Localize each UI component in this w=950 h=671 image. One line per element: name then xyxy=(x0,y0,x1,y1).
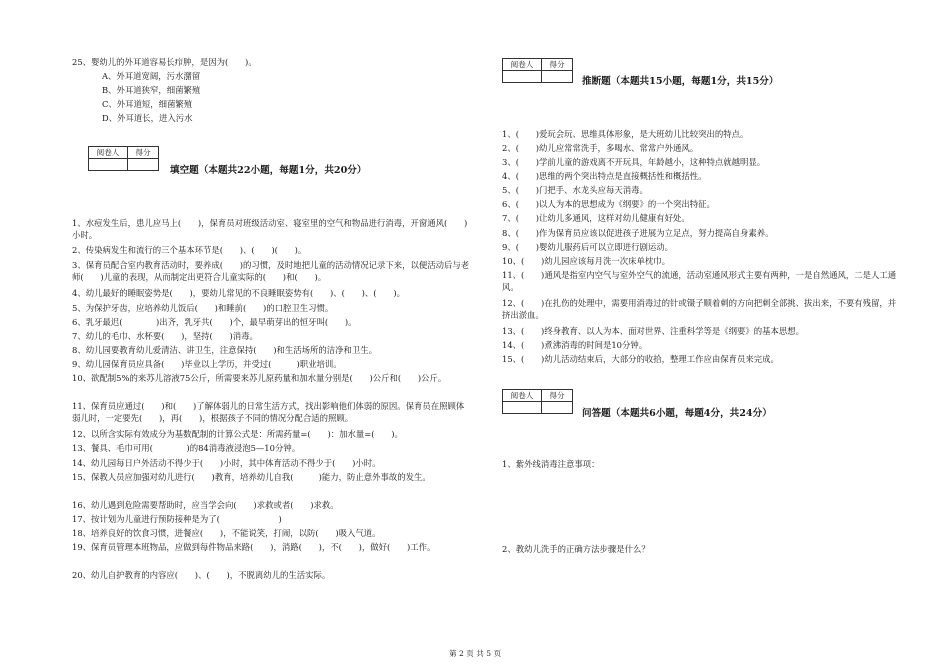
question-25-option-a: A、外耳道宽阔，污水潴留 xyxy=(102,71,201,81)
fill-item-17: 17、按计划为儿童进行预防接种是为了( ) xyxy=(72,514,282,524)
fill-item-15: 15、保教人员应加强对幼儿进行( )教育，培养幼儿自我( )能力，防止意外事故的发生。 xyxy=(72,472,431,482)
fill-item-12: 12、以所含实际有效成分为基数配制的计算公式是：所需药量=( )：加水量=( )。 xyxy=(72,429,403,439)
judge-score-box xyxy=(502,58,573,83)
judge-item-8: 8、( )作为保育员应该以促进孩子进展为立足点，努力提高自身素养。 xyxy=(502,228,774,238)
qa-item-2: 2、教幼儿洗手的正确方法步骤是什么？ xyxy=(502,544,650,554)
score-box-score-label: 得分 xyxy=(542,390,573,402)
judge-section-title: 推断题（本题共15小题，每题1分，共15分） xyxy=(582,76,779,87)
score-box-grader-label: 阅卷人 xyxy=(503,59,542,71)
judge-item-15: 15、( )幼儿活动结束后，大部分的收拾，整理工作应由保育员来完成。 xyxy=(502,354,779,364)
fill-item-19: 19、保育员管理本班物品，应做到每件物品来路( )，消路( )，不( )，做好( )工作。 xyxy=(72,542,436,552)
fill-item-8: 8、幼儿园要教育幼儿爱清洁、讲卫生，注意保持( )和生活场所的洁净和卫生。 xyxy=(72,345,377,355)
judge-item-9: 9、( )婴幼儿服药后可以立即进行剧运动。 xyxy=(502,242,673,252)
fill-item-9: 9、幼儿园保育员应具备( )毕业以上学历，并受过( )职业培训。 xyxy=(72,359,342,369)
judge-item-11: 11、( )通风是指室内空气与室外空气的流通，活动室通风形式主要有两种，一是自然通风，二是人工通风。 xyxy=(502,270,897,293)
judge-item-13: 13、( )终身教育、以人为本、面对世界、注重科学等是《纲要》的基本思想。 xyxy=(502,326,804,336)
question-25-option-b: B、外耳道狭窄，细菌繁殖 xyxy=(102,85,201,95)
fill-item-16: 16、幼儿遇到危险需要帮助时，应当学会向( )求救或者( )求救。 xyxy=(72,500,339,510)
judge-item-1: 1、( )爱玩会玩、思维具体形象，是大班幼儿比较突出的特点。 xyxy=(502,129,749,139)
fill-item-7: 7、幼儿的毛巾、水杯要( )，坚持( )消毒。 xyxy=(72,331,258,341)
fill-blank-section-title: 填空题（本题共22小题，每题1分，共20分） xyxy=(170,165,367,176)
fill-item-18: 18、培养良好的饮食习惯，进餐应( )，不能说笑，打闹，以防( )吸入气道。 xyxy=(72,528,381,538)
judge-item-14: 14、( )煮沸消毒的时间是10分钟。 xyxy=(502,340,648,350)
question-25-stem: 25、婴幼儿的外耳道容易长疖肿，是因为( )。 xyxy=(72,57,257,67)
judge-item-2: 2、( )幼儿应常常洗手，多喝水、常常户外通风。 xyxy=(502,143,699,153)
judge-item-4: 4、( )思维的两个突出特点是直接概括性和概括性。 xyxy=(502,171,707,181)
fill-item-10: 10、欲配制5%的来苏儿溶液75公斤，所需要来苏儿原药量和加水量分别是( )公斤和( )公斤。 xyxy=(72,373,447,383)
fill-item-6: 6、乳牙最迟( )出齐，乳牙共( )个，最早萌芽出的恒牙叫( )。 xyxy=(72,317,357,327)
fill-item-20: 20、幼儿自护教育的内容应( )、( )，不脱离幼儿的生活实际。 xyxy=(72,570,331,580)
fill-item-5: 5、为保护牙齿，应培养幼儿饭后( )和睡前( )的口腔卫生习惯。 xyxy=(72,303,334,313)
score-box-score-cell[interactable] xyxy=(542,402,573,414)
fill-item-11: 11、保育员应通过( )和( )了解体弱儿的日常生活方式，找出影响他们体弱的原因。保育员在照顾体弱儿时，一定要先( )，再( )，根据孩子不同的情况分配合适的照顾。 xyxy=(72,401,465,424)
score-box-grader-cell[interactable] xyxy=(503,402,542,414)
qa-score-box xyxy=(502,389,573,414)
fill-blank-score-box xyxy=(88,146,159,171)
judge-item-12: 12、( )在扎伤的处理中，需要用消毒过的针或镊子顺着刺的方向把刺全部挑、拔出来，不要有残留，并挤出淤血。 xyxy=(502,298,897,321)
score-box-grader-cell[interactable] xyxy=(89,159,128,171)
question-25-option-d: D、外耳道长，进入污水 xyxy=(102,113,193,123)
page-number: 第 2 页 共 5 页 xyxy=(448,649,502,658)
fill-item-2: 2、传染病发生和流行的三个基本环节是( )、( )( )。 xyxy=(72,245,307,255)
score-box-grader-cell[interactable] xyxy=(503,71,542,83)
score-box-score-label: 得分 xyxy=(542,59,573,71)
judge-item-5: 5、( )门把手、水龙头应每天消毒。 xyxy=(502,185,648,195)
qa-section-title: 问答题（本题共6小题，每题4分，共24分） xyxy=(582,408,772,419)
fill-item-1: 1、水痘发生后，患儿应马上( )，保育员对班级活动室、寝室里的空气和物品进行消毒，开窗通风( )小时。 xyxy=(72,218,468,241)
fill-item-3: 3、保育员配合室内教育活动时，要养成( )的习惯，及时地把儿童的活动情况记录下来，以便活动后与老师( )儿童的表现，从而制定出更符合儿童实际的( )和( )。 xyxy=(72,260,470,283)
fill-item-14: 14、幼儿园每日户外活动不得少于( )小时，其中体育活动不得少于( )小时。 xyxy=(72,458,381,468)
qa-item-1: 1、紫外线消毒注意事项： xyxy=(502,459,600,469)
judge-item-10: 10、( )幼儿园应该每月洗一次床单枕巾。 xyxy=(502,256,670,266)
judge-item-7: 7、( )让幼儿多通风，这样对幼儿健康有好处。 xyxy=(502,213,690,223)
score-box-grader-label: 阅卷人 xyxy=(89,147,128,159)
score-box-score-cell[interactable] xyxy=(542,71,573,83)
score-box-score-label: 得分 xyxy=(128,147,159,159)
score-box-grader-label: 阅卷人 xyxy=(503,390,542,402)
judge-item-3: 3、( )学前儿童的游戏离不开玩具，年龄越小，这种特点就越明显。 xyxy=(502,157,766,167)
judge-item-6: 6、( )以人为本的思想成为《纲要》的一个突出特征。 xyxy=(502,199,715,209)
score-box-score-cell[interactable] xyxy=(128,159,159,171)
question-25-option-c: C、外耳道短，细菌繁殖 xyxy=(102,99,193,109)
fill-item-13: 13、餐具、毛巾可用( )的84消毒液浸泡5—10分钟。 xyxy=(72,443,301,453)
fill-item-4: 4、幼儿最好的睡眠姿势是( )，要幼儿常见的不良睡眠姿势有( )、( )、( )。 xyxy=(72,288,405,298)
